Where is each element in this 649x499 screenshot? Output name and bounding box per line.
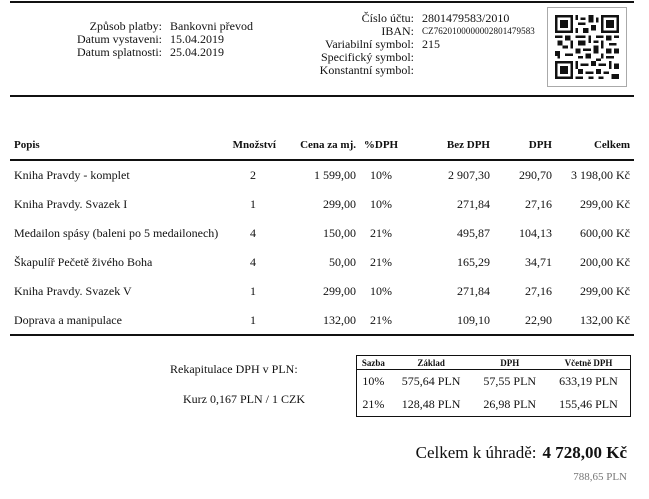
item-vat: 27,16 [525,284,552,298]
item-description: Kniha Pravdy. Svazek I [14,197,128,211]
total-due [416,443,627,463]
item-total: 200,00 Kč [580,255,630,269]
item-vat: 104,13 [519,226,552,240]
items-header-row [10,130,634,160]
vat-col-base: Základ [390,356,473,370]
due-date-label: Datum splatnosti: [77,45,162,59]
account-value: 2801479583/2010 [422,11,510,25]
item-without-vat: 495,87 [457,226,490,240]
item-description: Kniha Pravdy. Svazek V [14,284,132,298]
item-vat: 34,71 [525,255,552,269]
item-description: Medailon spásy (baleni po 5 medailonech) [14,226,219,240]
vat-incl: 633,19 PLN [559,374,618,388]
constant-symbol-label: Konstantní symbol: [319,63,414,77]
exchange-rate: Kurz 0,167 PLN / 1 CZK [183,392,305,406]
col-total: Celkem [593,138,630,151]
items-table [10,130,634,335]
item-unit-price: 1 599,00 [314,168,356,182]
vat-col-incl: Včetně DPH [547,356,631,370]
vat-amount: 26,98 PLN [483,397,537,411]
iban-value: CZ7620100000002801479583 [422,26,535,36]
item-unit-price: 50,00 [329,255,356,269]
col-vat: DPH [528,138,552,151]
item-quantity: 1 [250,197,256,211]
item-quantity: 4 [250,226,256,240]
item-without-vat: 109,10 [457,313,490,327]
item-total: 600,00 Kč [580,226,630,240]
item-without-vat: 2 907,30 [448,168,490,182]
item-unit-price: 299,00 [323,284,356,298]
item-total: 299,00 Kč [580,197,630,211]
item-vat-rate: 10% [370,168,392,182]
qr-code [547,7,627,87]
issue-date-value: 15.04.2019 [170,32,224,46]
specific-symbol-label: Specifický symbol: [321,50,414,64]
bank-info [300,12,535,77]
vat-base: 128,48 PLN [401,397,461,411]
item-vat-rate: 21% [370,226,392,240]
col-quantity: Množství [232,138,276,151]
payment-method-label: Způsob platby: [89,19,162,33]
col-without-vat: Bez DPH [446,138,490,151]
vat-incl: 155,46 PLN [559,397,618,411]
item-without-vat: 271,84 [457,284,490,298]
col-vat-rate: %DPH [363,138,399,151]
vat-header-row [357,356,631,370]
header-divider [10,95,634,97]
vat-row [357,370,631,394]
vat-amount: 57,55 PLN [483,374,537,388]
issue-date-label: Datum vystaveni: [77,32,162,46]
table-row [10,219,634,248]
item-unit-price: 299,00 [323,197,356,211]
item-unit-price: 150,00 [323,226,356,240]
total-pln: 788,65 PLN [573,471,627,483]
table-row [10,190,634,219]
account-label: Číslo účtu: [361,11,414,25]
item-total: 299,00 Kč [580,284,630,298]
payment-method-value: Bankovni převod [170,19,253,33]
item-description: Kniha Pravdy - komplet [14,168,130,182]
due-date-value: 25.04.2019 [170,45,224,59]
item-quantity: 2 [250,168,256,182]
item-unit-price: 132,00 [323,313,356,327]
item-description: Škapulíř Pečetě živého Boha [14,255,153,269]
vat-col-vat: DPH [473,356,547,370]
vat-col-rate: Sazba [357,356,390,370]
vat-recap-table [356,355,631,417]
variable-symbol-value: 215 [422,37,440,51]
item-vat-rate: 10% [370,197,392,211]
table-row [10,160,634,190]
table-row [10,306,634,335]
item-without-vat: 165,29 [457,255,490,269]
item-vat-rate: 10% [370,284,392,298]
vat-rate: 21% [362,397,385,411]
vat-base: 575,64 PLN [401,374,461,388]
item-vat: 22,90 [525,313,552,327]
total-due-label: Celkem k úhradě: [415,443,537,462]
vat-recap-title: Rekapitulace DPH v PLN: [170,362,298,376]
item-vat-rate: 21% [370,313,392,327]
item-quantity: 4 [250,255,256,269]
item-total: 3 198,00 Kč [571,168,630,182]
vat-row [357,393,631,417]
item-description: Doprava a manipulace [14,313,122,327]
table-row [10,248,634,277]
variable-symbol-label: Variabilní symbol: [325,37,414,51]
payment-info [0,20,253,59]
items-bottom-divider [10,334,634,336]
vat-rate: 10% [362,374,385,388]
total-due-value: 4 728,00 Kč [542,443,627,462]
item-without-vat: 271,84 [457,197,490,211]
item-vat: 290,70 [519,168,552,182]
item-vat-rate: 21% [370,255,392,269]
iban-label: IBAN: [381,24,414,38]
qr-code-icon [555,14,619,80]
table-row [10,277,634,306]
item-vat: 27,16 [525,197,552,211]
item-total: 132,00 Kč [580,313,630,327]
item-quantity: 1 [250,313,256,327]
col-unit-price: Cena za mj. [300,138,356,151]
col-description: Popis [14,138,40,151]
item-quantity: 1 [250,284,256,298]
top-divider [10,1,634,3]
